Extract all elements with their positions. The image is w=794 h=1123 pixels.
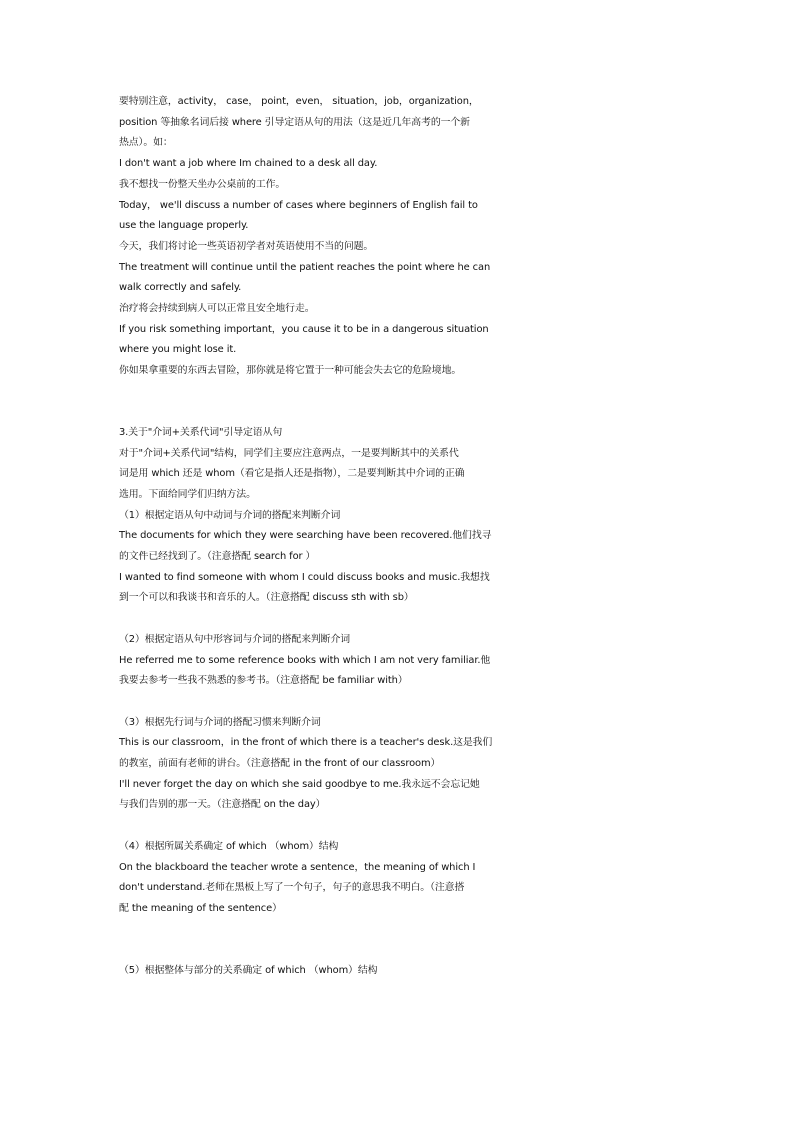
text-line: 热点）。如： <box>119 137 173 149</box>
section-heading: 3.关于"介词+关系代词"引导定语从句 <box>119 426 283 438</box>
text-line: 我要去参考一些我不熟悉的参考书。（注意搭配 be familiar with） <box>119 675 408 687</box>
text-line: 与我们告别的那一天。（注意搭配 on the day） <box>119 799 326 811</box>
rule-1 <box>119 506 684 610</box>
text-line: I wanted to find someone with whom I could discuss books and music.我想找 <box>119 571 490 583</box>
rule-5 <box>119 961 684 982</box>
text-line: This is our classroom，in the front of which there is a teacher's desk.这是我们 <box>119 737 493 749</box>
rule-heading: （4）根据所属关系确定 of which （whom）结构 <box>119 840 339 852</box>
text-line: don't understand.老师在黑板上写了一个句子，句子的意思我不明白。（注意搭 <box>119 882 465 894</box>
text-line: 选用。下面给同学们归纳方法。 <box>119 488 256 500</box>
text-line: 今天，我们将讨论一些英语初学者对英语使用不当的问题。 <box>119 240 374 252</box>
text-line: 到一个可以和我谈书和音乐的人。（注意搭配 discuss sth with sb） <box>119 592 414 604</box>
spacer <box>119 692 684 713</box>
text-line: 的文件已经找到了。（注意搭配 search for ） <box>119 551 316 563</box>
rule-2 <box>119 630 684 692</box>
spacer <box>119 382 684 423</box>
rule-heading: （5）根据整体与部分的关系确定 of which （whom）结构 <box>119 964 378 976</box>
text-line: I don't want a job where Im chained to a desk all day. <box>119 158 378 170</box>
text-line: position 等抽象名词后接 where 引导定语从句的用法（这是近几年高考的一个新 <box>119 116 470 128</box>
text-line: 治疗将会持续到病人可以正常且安全地行走。 <box>119 303 315 315</box>
rule-heading: （1）根据定语从句中动词与介词的搭配来判断介词 <box>119 509 341 521</box>
preposition-relative-section <box>119 423 684 982</box>
text-line: 我不想找一份整天坐办公桌前的工作。 <box>119 178 286 190</box>
where-clause-section <box>119 92 684 382</box>
spacer <box>119 920 684 961</box>
text-line: where you might lose it. <box>119 344 237 356</box>
text-line: I'll never forget the day on which she said goodbye to me.我永远不会忘记她 <box>119 778 480 790</box>
text-line: Today， we'll discuss a number of cases where beginners of English fail to <box>119 199 478 211</box>
text-line: walk correctly and safely. <box>119 282 242 294</box>
text-line: use the language properly. <box>119 220 249 232</box>
spacer <box>119 609 684 630</box>
rule-4 <box>119 837 684 920</box>
text-line: He referred me to some reference books with which I am not very familiar.他 <box>119 654 491 666</box>
text-line: 配 the meaning of the sentence） <box>119 902 282 914</box>
rule-heading: （2）根据定语从句中形容词与介词的搭配来判断介词 <box>119 633 351 645</box>
text-line: 词是用 which 还是 whom（看它是指人还是指物），二是要判断其中介词的正确 <box>119 468 465 480</box>
text-line: The documents for which they were searching have been recovered.他们找寻 <box>119 530 492 542</box>
text-line: The treatment will continue until the patient reaches the point where he can <box>119 261 491 273</box>
text-line: If you risk something important，you cause it to be in a dangerous situation <box>119 323 489 335</box>
spacer <box>119 816 684 837</box>
rule-3 <box>119 713 684 817</box>
text-line: On the blackboard the teacher wrote a sentence，the meaning of which I <box>119 861 476 873</box>
text-line: 的教室，前面有老师的讲台。（注意搭配 in the front of our classroom） <box>119 758 441 770</box>
text-line: 你如果拿重要的东西去冒险，那你就是将它置于一种可能会失去它的危险境地。 <box>119 365 462 377</box>
rule-heading: （3）根据先行词与介词的搭配习惯来判断介词 <box>119 716 321 728</box>
text-line: 要特别注意，activity， case， point，even， situation，job，organization， <box>119 96 479 107</box>
text-line: 对于"介词+关系代词"结构，同学们主要应注意两点，一是要判断其中的关系代 <box>119 447 459 459</box>
